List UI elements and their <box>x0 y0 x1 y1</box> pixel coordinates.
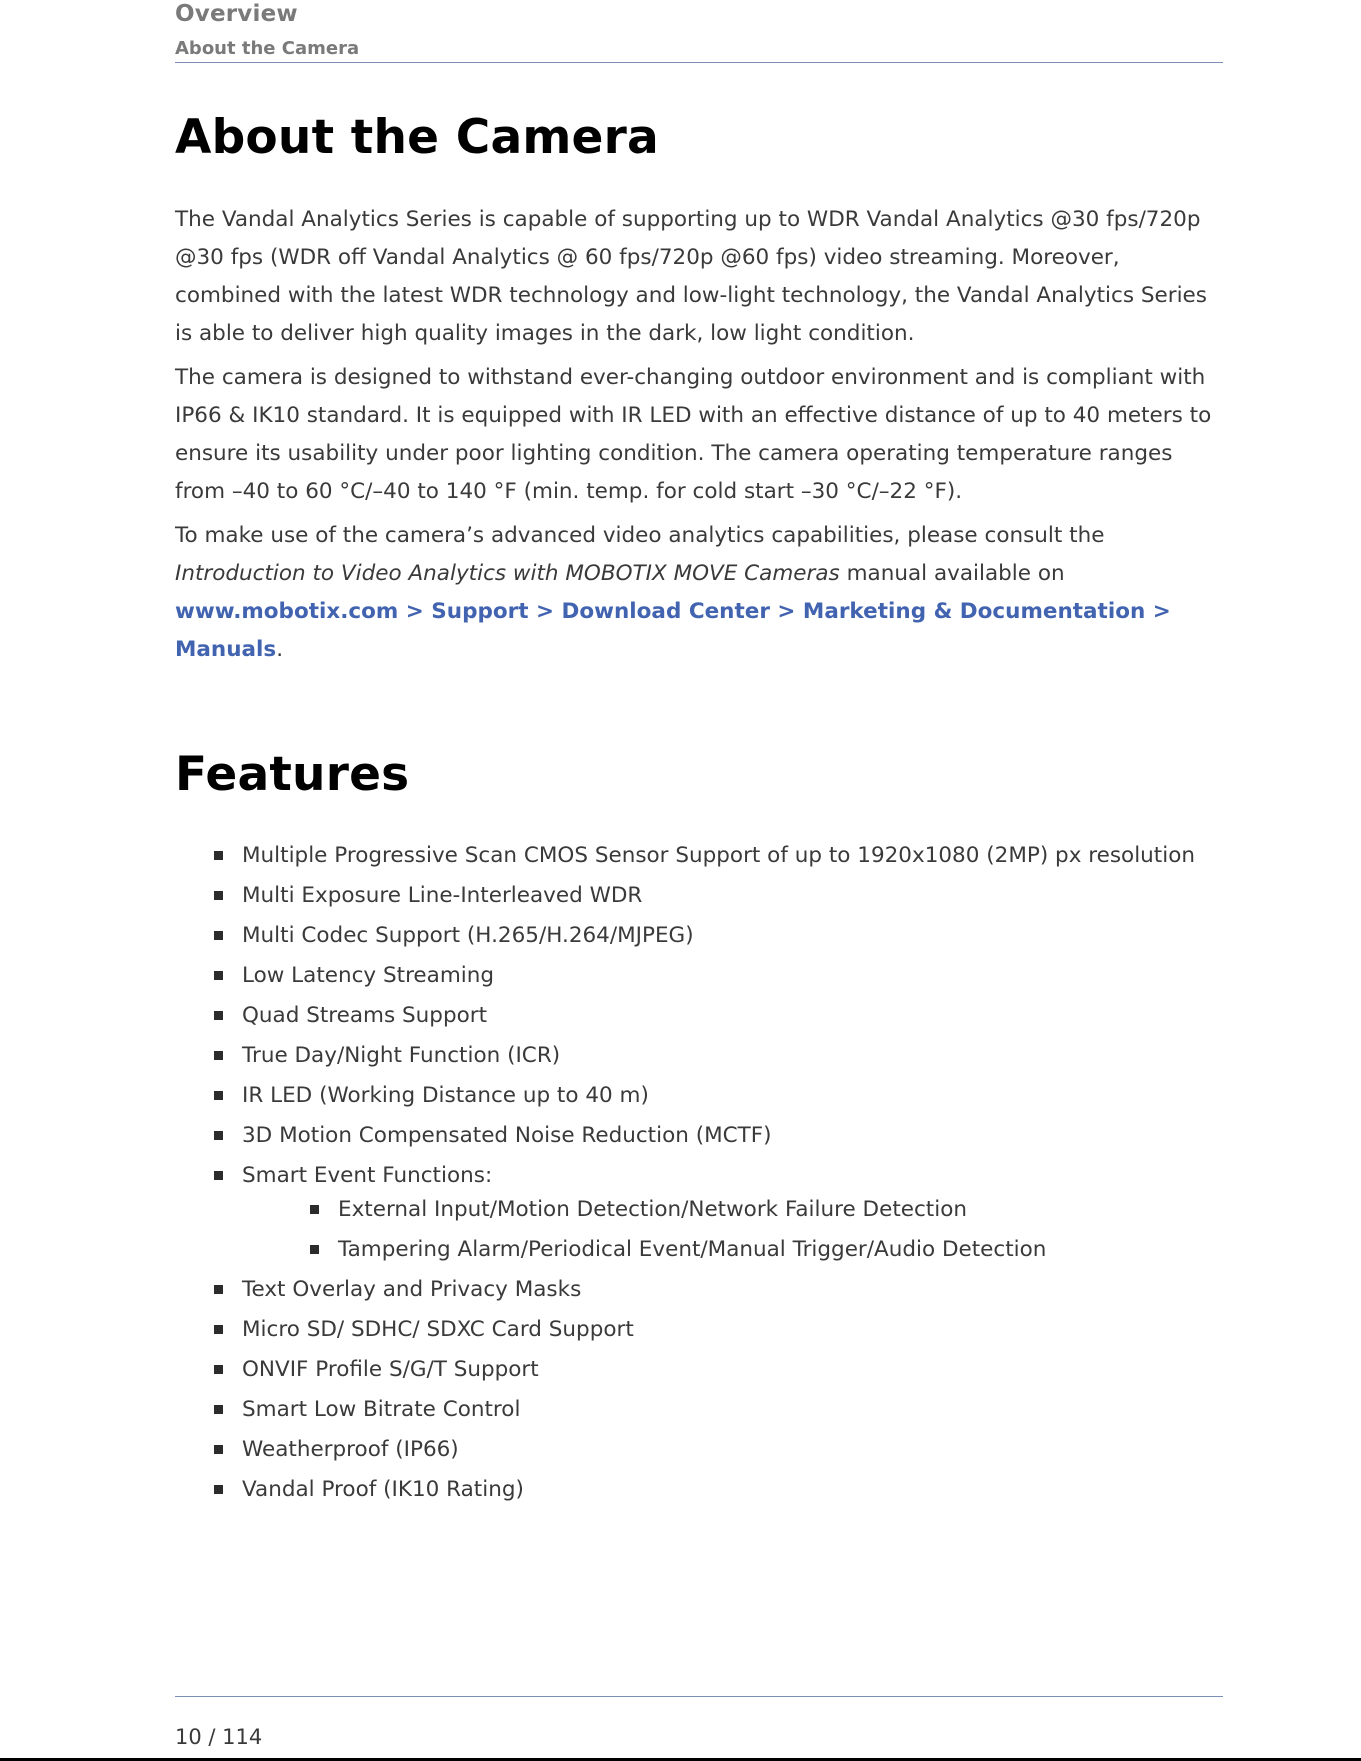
about-paragraph-1: The Vandal Analytics Series is capable of supporting up to WDR Vandal Analytics @30 fps/720p @30 fps (WDR off Vandal Analytics @ 60 fps/720p @60 fps) video streaming. Moreover, combined with the latest WDR technology and low-light technology, the Vandal Analytics Series is able to deliver high quality images in the dark, low light condition. <box>175 207 1207 346</box>
feature-item: Vandal Proof (IK10 Rating) <box>214 1470 1214 1510</box>
feature-item: Text Overlay and Privacy Masks <box>214 1270 1214 1310</box>
square-bullet-icon <box>214 1171 223 1180</box>
para3-end-text: . <box>276 637 284 662</box>
feature-item: Weatherproof (IP66) <box>214 1430 1214 1470</box>
manual-title: Introduction to Video Analytics with MOBOTIX MOVE Cameras <box>175 561 840 586</box>
features-list <box>214 836 1214 1510</box>
para3-lead-text: To make use of the camera’s advanced video analytics capabilities, please consult the <box>175 523 1105 548</box>
feature-item: Quad Streams Support <box>214 996 1214 1036</box>
feature-item: True Day/Night Function (ICR) <box>214 1036 1214 1076</box>
feature-item: Micro SD/ SDHC/ SDXC Card Support <box>214 1310 1214 1350</box>
square-bullet-icon <box>310 1245 319 1254</box>
square-bullet-icon <box>214 1365 223 1374</box>
feature-item: 3D Motion Compensated Noise Reduction (MCTF) <box>214 1116 1214 1156</box>
square-bullet-icon <box>214 851 223 860</box>
square-bullet-icon <box>214 1445 223 1454</box>
square-bullet-icon <box>214 1325 223 1334</box>
feature-item: Smart Low Bitrate Control <box>214 1390 1214 1430</box>
feature-item-smart-event: Smart Event Functions: External Input/Motion Detection/Network Failure Detection Tampering Alarm/Periodical Event/Manual Trigger/Audio Detection <box>214 1156 1214 1270</box>
header-subsection-title: About the Camera <box>175 38 360 59</box>
square-bullet-icon <box>214 1285 223 1294</box>
square-bullet-icon <box>214 1131 223 1140</box>
square-bullet-icon <box>214 891 223 900</box>
para3-mid-text: manual available on <box>839 561 1065 586</box>
about-camera-heading: About the Camera <box>175 110 659 165</box>
sub-feature-item: Tampering Alarm/Periodical Event/Manual Trigger/Audio Detection <box>310 1230 1214 1270</box>
about-paragraph-3 <box>175 517 1225 669</box>
feature-item: ONVIF Profile S/G/T Support <box>214 1350 1214 1390</box>
smart-event-sublist <box>242 1190 1214 1270</box>
square-bullet-icon <box>214 1091 223 1100</box>
square-bullet-icon <box>310 1205 319 1214</box>
feature-item: Multi Exposure Line-Interleaved WDR <box>214 876 1214 916</box>
page-number: 10 / 114 <box>175 1725 263 1749</box>
square-bullet-icon <box>214 1011 223 1020</box>
about-paragraph-2: The camera is designed to withstand ever-changing outdoor environment and is compliant with IP66 & IK10 standard. It is equipped with IR LED with an effective distance of up to 40 meters to ensure its usability under poor lighting condition. The camera operating temperature ranges from –40 to 60 °C/–40 to 140 °F (min. temp. for cold start –30 °C/–22 °F). <box>175 365 1212 504</box>
feature-item: Multi Codec Support (H.265/H.264/MJPEG) <box>214 916 1214 956</box>
feature-item: Multiple Progressive Scan CMOS Sensor Support of up to 1920x1080 (2MP) px resolution <box>214 836 1214 876</box>
square-bullet-icon <box>214 971 223 980</box>
square-bullet-icon <box>214 1485 223 1494</box>
footer-divider <box>175 1696 1223 1697</box>
feature-item: IR LED (Working Distance up to 40 m) <box>214 1076 1214 1116</box>
header-section-title: Overview <box>175 1 298 27</box>
download-center-link[interactable]: www.mobotix.com > Support > Download Center > Marketing & Documentation > Manuals <box>175 599 1171 662</box>
feature-item: Low Latency Streaming <box>214 956 1214 996</box>
square-bullet-icon <box>214 931 223 940</box>
running-header <box>175 0 1223 63</box>
features-heading: Features <box>175 747 410 802</box>
sub-feature-item: External Input/Motion Detection/Network Failure Detection <box>310 1190 1214 1230</box>
square-bullet-icon <box>214 1051 223 1060</box>
square-bullet-icon <box>214 1405 223 1414</box>
